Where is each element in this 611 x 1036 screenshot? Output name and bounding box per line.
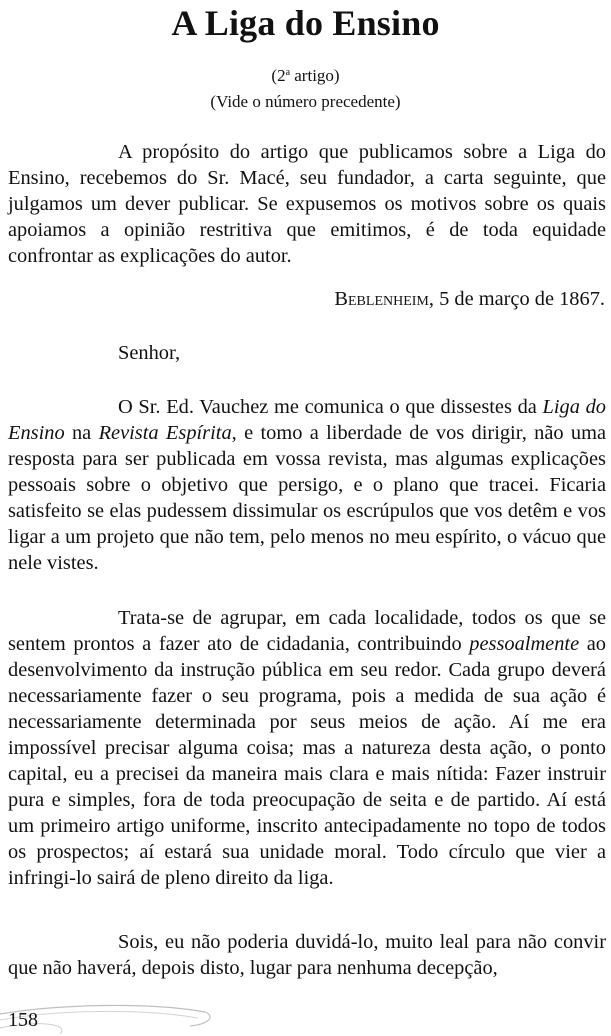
page-number: 158 [8,1009,38,1031]
letter-salutation: Senhor, [118,342,181,364]
dateline-place: Beblenheim [334,288,429,310]
dateline-date: , 5 de março de 1867. [428,288,605,310]
letter-paragraph-2: Trata-se de agrupar, em cada localidade, todos os que se sentem prontos a fazer ato de cidadania, contribuindo pessoalmente ao desenvolvimento da instrução pública em seu redor. Cada grupo deverá necessariamente fazer o seu programa, pois a medida de sua ação é necessariamente determinada por seus meios de ação. Aí me era impossível precisar alguma coisa; mas a natureza desta ação, o ponto capital, eu a precisei da maneira mais clara e mais nítida: Fazer instruir pura e simples, fora de toda preocupação de seita e de partido. Aí está um primeiro artigo uniforme, inscrito antecipadamente no topo de todos os prospectos; aí estará sua unidade moral. Todo círculo que vier a infringi-lo sairá de pleno direito da liga. [8,607,606,889]
letter-paragraph-1: O Sr. Ed. Vauchez me comunica o que dissestes da Liga do Ensino na Revista Espírita, e tomo a liberdade de vos dirigir, não uma resposta para ser publicada em vossa revista, mas algumas explicações pessoais sobre o objetivo que persigo, e o plano que tracei. Ficaria satisfeito se elas pudessem dissimular os escrúpulos que vos detêm e vos ligar a um projeto que não tem, pelo menos no meu espírito, o vácuo que nele vistes. [8,396,607,574]
article-subtitle [0,60,611,115]
article-title: A Liga do Ensino [171,3,440,43]
letter-paragraph-3: Sois, eu não poderia duvidá-lo, muito leal para não convir que não haverá, depois disto, lugar para nenhuma decepção, [8,931,606,979]
intro-paragraph: A propósito do artigo que publicamos sobre a Liga do Ensino, recebemos do Sr. Macé, seu fundador, a carta seguinte, que julgamos um dever publicar. Se expusemos os motivos sobre os quais apoiamos a opinião restritiva que emitimos, é de toda equidade confrontar as explicações do autor. [8,141,606,267]
article-number: (2$^a$ artigo) [271,66,340,85]
letter-dateline [334,286,605,312]
reference-note: (Vide o número precedente) [210,92,401,111]
